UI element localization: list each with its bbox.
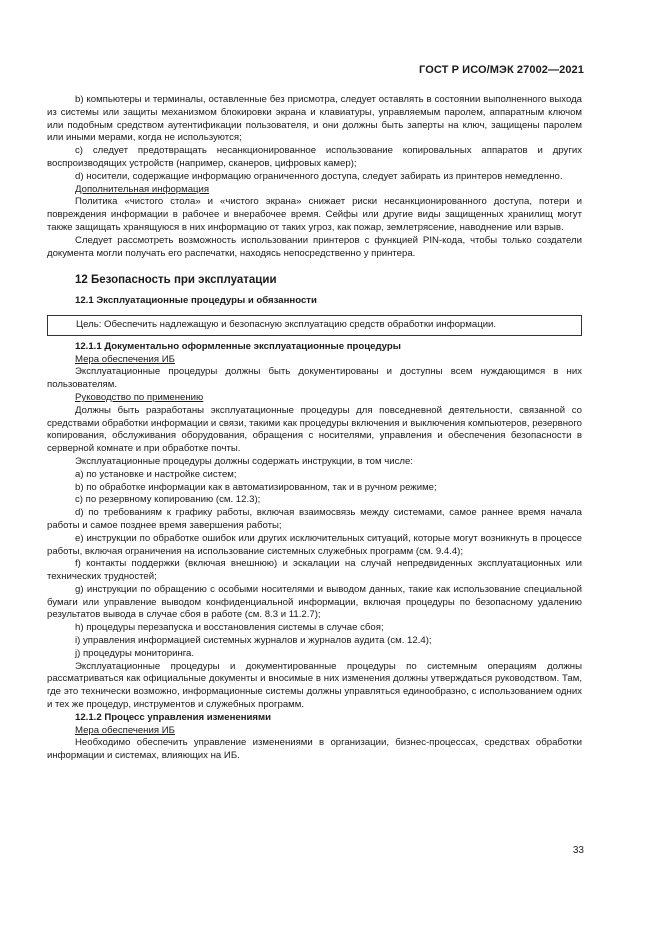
page-number: 33 — [572, 845, 584, 856]
guide-label-text: Руководство по применению — [75, 391, 204, 403]
guide-paragraph-1: Должны быть разработаны эксплуатационные процедуры для повседневной деятельности, связанной со средствами обработки информации и связи, такими как процедуры включения и выключения компьютеров, резервного копирования, обслуживания оборудования, обращения с носителями, управления и обеспечения безопасности в серверной комнате и при обработке почты. — [47, 404, 582, 455]
instruction-item-e: e) инструкции по обработке ошибок или других исключительных ситуаций, которые могут возникнуть в процессе работы, включая ограничения на использование системных служебных программ (см. 9.4.4); — [47, 532, 582, 557]
instruction-item-i: i) управления информацией системных журналов и журналов аудита (см. 12.4); — [75, 635, 432, 647]
additional-info-paragraph-1: Политика «чистого стола» и «чистого экрана» снижает риски несанкционированного доступа, потери и повреждения информации в рабочее и внерабочее время. Сейфы или другие виды защищенных хранилищ могут также защищать хранящуюся в них информацию от таких угроз, как пожар, землетрясение, наводнение или взрыв. — [47, 196, 582, 233]
document-header: ГОСТ Р ИСО/МЭК 27002—2021 — [419, 64, 584, 76]
measure-text-12-1-1: Эксплуатационные процедуры должны быть документированы и доступны всем нуждающимся в них пользователям. — [47, 366, 582, 391]
goal-box: Цель: Обеспечить надлежащую и безопасную эксплуатацию средств обработки информации. — [47, 315, 582, 336]
measure-text-12-1-2: Необходимо обеспечить управление изменениями в организации, бизнес-процессах, средствах обработки информации и системах, влияющих на ИБ. — [47, 737, 582, 762]
measure-label-text-2: Мера обеспечения ИБ — [75, 724, 175, 736]
instruction-item-c: c) по резервному копированию (см. 12.3); — [75, 494, 261, 506]
guide-label — [47, 392, 582, 405]
list-item-b: b) компьютеры и терминалы, оставленные без присмотра, следует оставлять в состоянии выполненного выхода из системы или защиты механизмом блокировки экрана и клавиатуры, управляемым паролем, аппаратным ключом или подобным средством аутентификации пользователя, и они должны быть заперты на ключ, защищены паролем или иными мерами, когда не используются; — [47, 94, 582, 144]
guide-paragraph-2: Эксплуатационные процедуры должны содержать инструкции, в том числе: — [75, 455, 413, 467]
instruction-item-a: a) по установке и настройке систем; — [75, 468, 237, 480]
instruction-item-b: b) по обработке информации как в автоматизированном, так и в ручном режиме; — [75, 481, 437, 493]
instruction-item-j: j) процедуры мониторинга. — [75, 647, 195, 659]
instruction-item-d: d) по требованиям к графику работы, включая взаимосвязь между системами, самое раннее время начала работы и самое позднее время завершения работы; — [47, 507, 582, 531]
additional-info-paragraph-2: Следует рассмотреть возможность использовании принтеров с функцией PIN-кода, чтобы только создатели документа могли получать его распечатки, находясь непосредственно у принтера. — [47, 234, 582, 259]
instruction-item-g: g) инструкции по обращению с особыми носителями и выводом данных, такие как использование специальной бумаги или управление выводом конфиденциальной информации, включая процедуры по безопасному удалению результатов вывода в случае сбоя в работе (см. 8.3 и 11.2.7); — [47, 583, 582, 621]
additional-info-label — [47, 184, 582, 197]
page-content — [47, 94, 582, 763]
list-item-d: d) носители, содержащие информацию ограниченного доступа, следует забирать из принтеров немедленно. — [75, 170, 563, 182]
instruction-item-h: h) процедуры перезапуска и восстановления системы в случае сбоя; — [75, 622, 384, 634]
measure-label-12-1-2 — [47, 725, 582, 738]
list-item-c: c) следует предотвращать несанкционированное использование копировальных аппаратов и других воспроизводящих устройств (например, сканеров, цифровых камер); — [47, 145, 582, 169]
guide-paragraph-3: Эксплуатационные процедуры и документированные процедуры по системным операциям должны рассматриваться как официальные документы и вносимые в них изменения должны утверждаться руководством. Там, где это технически возможно, информационные системы должны управляться единообразно, с использованием одних и тех же процедур, инструментов и служебных программ. — [47, 660, 582, 711]
section-12-title: 12 Безопасность при эксплуатации — [75, 274, 277, 287]
clause-12-1-2-title: 12.1.2 Процесс управления изменениями — [75, 711, 272, 723]
measure-label-12-1-1 — [47, 354, 582, 367]
additional-info-label-text: Дополнительная информация — [75, 183, 210, 195]
measure-label-text: Мера обеспечения ИБ — [75, 353, 175, 365]
instruction-item-f: f) контакты поддержки (включая внешнюю) и эскалации на случай непредвиденных эксплуатационных или технических трудностей; — [47, 558, 582, 583]
clause-12-1-1-title: 12.1.1 Документально оформленные эксплуатационные процедуры — [75, 340, 401, 352]
subsection-12-1-title: 12.1 Эксплуатационные процедуры и обязанности — [75, 295, 317, 307]
